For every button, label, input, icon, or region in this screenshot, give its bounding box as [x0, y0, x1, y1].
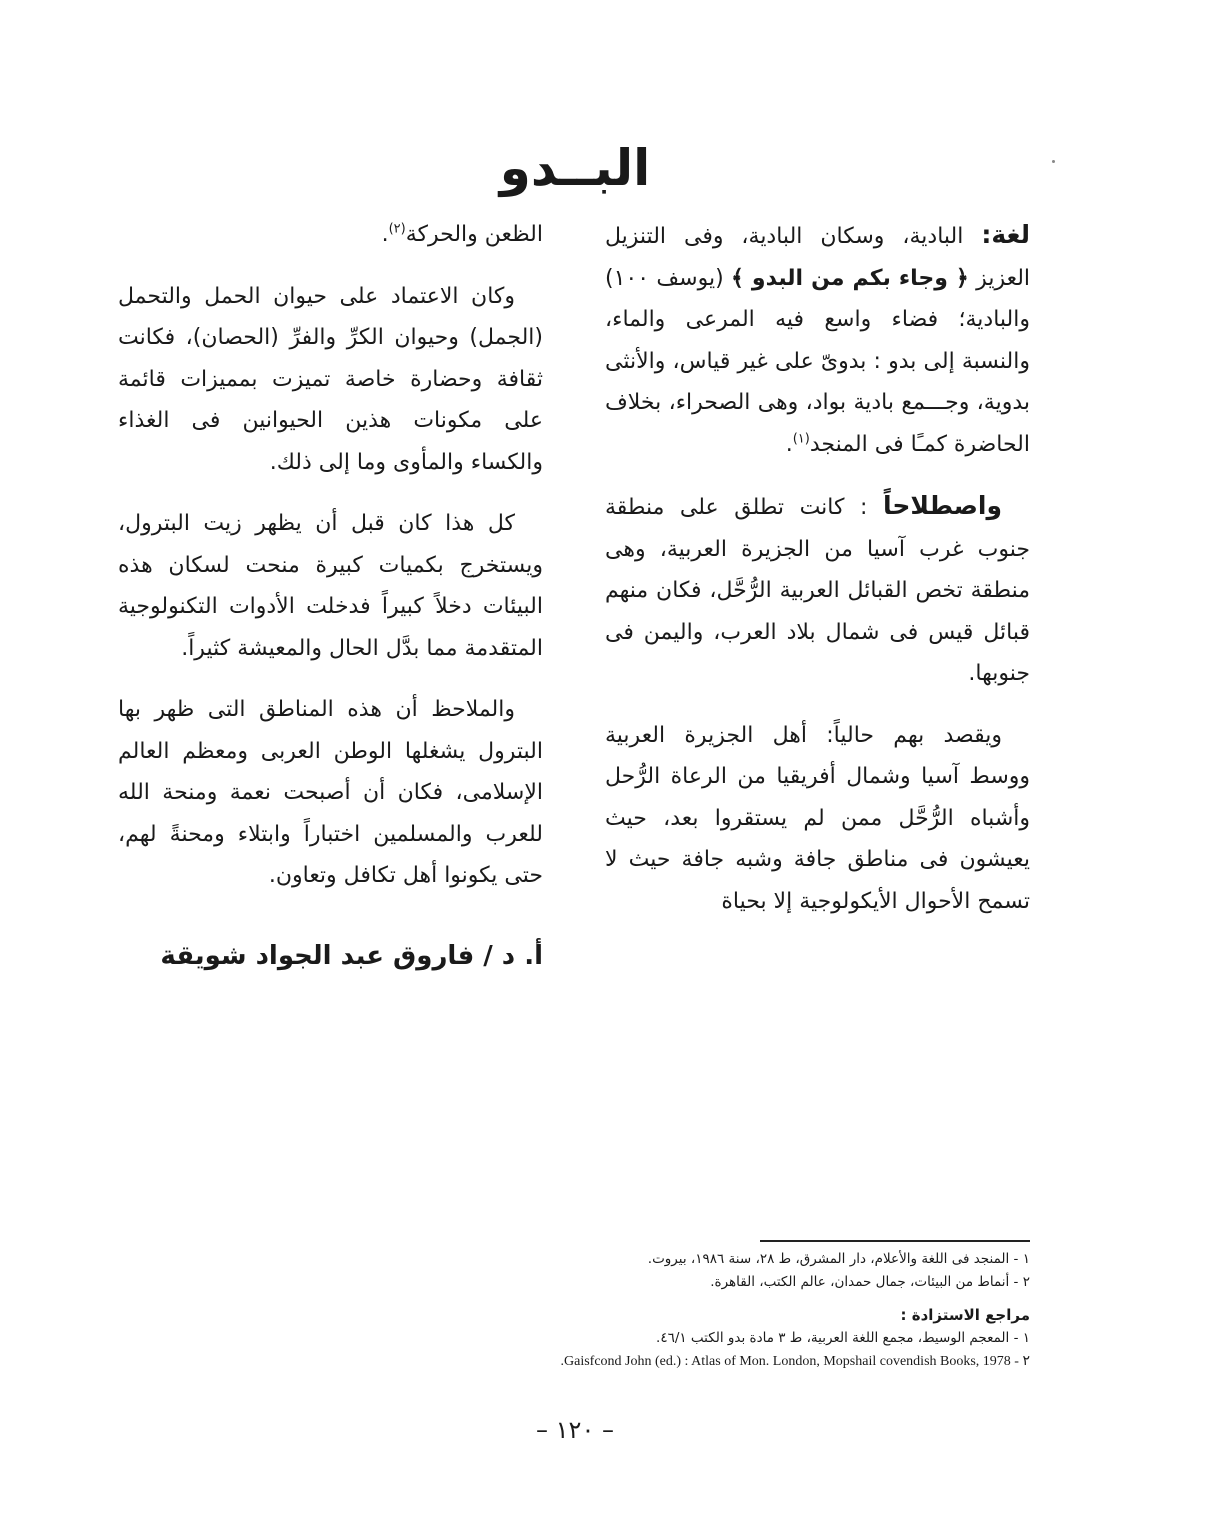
definition-term-paragraph: واصطلاحاً : كانت تطلق على منطقة جنوب غرب آسيا من الجزيرة العربية، وهى منطقة تخص القبائل العربية الرُّحَّل، فكان منهم قبائل قيس فى شمال بلاد العرب، واليمن فى جنوبها.: [605, 491, 1030, 686]
quran-quote: ﴿ وجاء بكم من البدو ﴾: [731, 265, 969, 291]
reference-1: ١ - المعجم الوسيط، مجمع اللغة العربية، ط ٣ مادة بدو الكتب ٤٦/١.: [656, 1330, 1030, 1346]
footnote-1: ١ - المنجد فى اللغة والأعلام، دار المشرق، ط ٢٨، سنة ١٩٨٦، بيروت.: [647, 1251, 1030, 1267]
author-signature: أ. د / فاروق عبد الجواد شويقة: [160, 941, 543, 971]
continuation-paragraph: الظعن والحركة$^{(٢)}$.: [381, 221, 543, 247]
footnote-divider: [760, 1240, 1030, 1242]
lead-term: واصطلاحاً: [882, 491, 1002, 520]
lead-language: لغة:: [981, 220, 1030, 249]
right-column: [605, 214, 1030, 942]
references-title: مراجع الاستزادة :: [900, 1306, 1030, 1324]
footnote-2: ٢ - أنماط من البيئات، جمال حمدان، عالم الكتب، القاهرة.: [710, 1274, 1030, 1290]
footnote-ref-1: (١): [792, 431, 810, 447]
page-title: البــدو: [499, 139, 651, 197]
current-meaning-paragraph: ويقصد بهم حالياً: أهل الجزيرة العربية ووسط آسيا وشمال أفريقيا من الرعاة الرُّحل وأشباه الرُّحَّل ممن لم يستقروا بعد، حيث يعيشون فى مناطق جافة وشبه جافة حيث لا تسمح الأحوال الأيكولوجية إلا بحياة: [605, 722, 1030, 914]
footnote-ref-2: (٢): [388, 221, 406, 237]
definition-language-paragraph: لغة: البادية، وسكان البادية، وفى التنزيل العزيز ﴿ وجاء بكم من البدو ﴾ (يوسف ١٠٠) والبادية؛ فضاء واسع فيه المرعى والماء، والنسبة إلى بدو : بدوىّ على غير قياس، والأنثى بدوية، وجـــمع بادية بواد، وهى الصحراء، بخلاف الحاضرة كمـًا فى المنجد$^{(١)}$.: [605, 220, 1031, 457]
petroleum-paragraph: كل هذا كان قبل أن يظهر زيت البترول، ويستخرج بكميات كبيرة منحت لسكان هذه البيئات دخلاً كبيراً فدخلت الأدوات التكنولوجية المتقدمة مما بدَّل الحال والمعيشة كثيراً.: [118, 511, 543, 661]
reference-2: ٢ - Gaisfcond John (ed.) : Atlas of Mon. London, Mopshail covendish Books, 1978.: [560, 1354, 1030, 1369]
conclusion-paragraph: والملاحظ أن هذه المناطق التى ظهر بها البترول يشغلها الوطن العربى ومعظم العالم الإسلامى، فكان أن أصبحت نعمة ومنحة الله للعرب والمسلمين اختباراً وابتلاء ومحنةً لهم، حتى يكونوا أهل تكافل وتعاون.: [118, 697, 543, 888]
livestock-paragraph: وكان الاعتماد على حيوان الحمل والتحمل (الجمل) وحيوان الكرِّ والفرِّ (الحصان)، فكانت ثقافة وحضارة خاصة تميزت بمميزات قائمة على مكونات هذين الحيوانين فى الغذاء والكساء والمأوى وما إلى ذلك.: [118, 283, 543, 475]
footnotes: [330, 1248, 1030, 1373]
page-number: – ١٢٠ –: [536, 1416, 614, 1444]
left-column: [118, 214, 543, 917]
